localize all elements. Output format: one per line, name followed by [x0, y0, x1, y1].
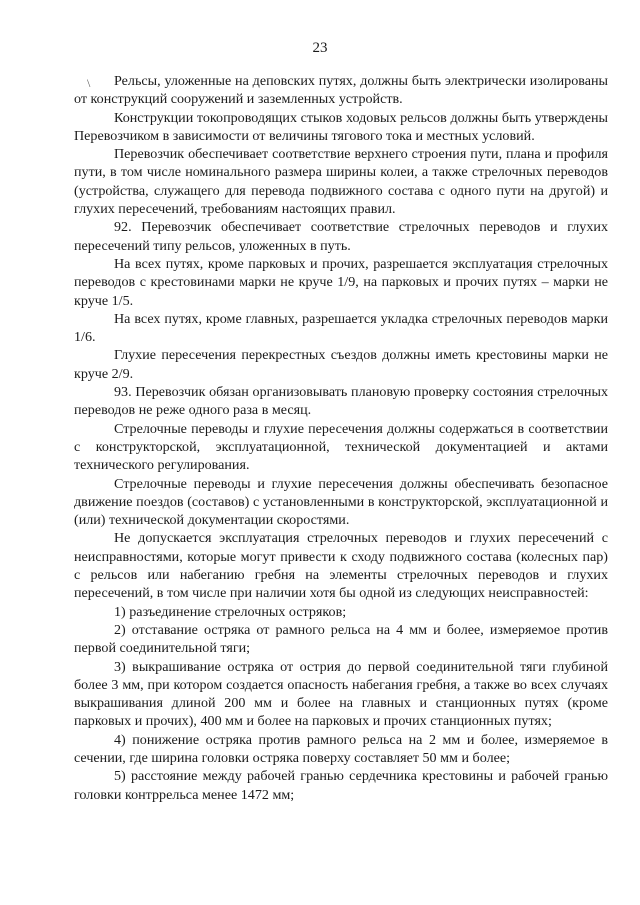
paragraph: Глухие пересечения перекрестных съездов должны иметь крестовины марки не круче 2/9. [74, 347, 608, 382]
paragraph: Стрелочные переводы и глухие пересечения должны обеспечивать безопасное движение поездов (составов) с установленными в конструкторской, эксплуатационной и (или) технической документации скоростями. [74, 475, 608, 529]
paragraph: На всех путях, кроме парковых и прочих, разрешается эксплуатация стрелочных переводов с крестовинами марки не круче 1/9, на парковых и прочих путях – марки не круче 1/5. [74, 255, 608, 309]
scan-mark: \ [87, 76, 91, 90]
paragraph-93: 93. Перевозчик обязан организовывать плановую проверку состояния стрелочных переводов не реже одного раза в месяц. [74, 384, 608, 419]
list-item-5: 5) расстояние между рабочей гранью сердечника крестовины и рабочей гранью головки контррельса менее 1472 мм; [74, 768, 608, 803]
paragraph-92: 92. Перевозчик обеспечивает соответствие стрелочных переводов и глухих пересечений типу рельсов, уложенных в путь. [74, 219, 608, 254]
page-number: 23 [312, 40, 328, 56]
list-item-4: 4) понижение остряка против рамного рельса на 2 мм и более, измеряемое в сечении, где ширина головки остряка поверху составляет 50 мм и более; [74, 731, 608, 766]
paragraph: Перевозчик обеспечивает соответствие верхнего строения пути, плана и профиля пути, в том числе номинального размера ширины колеи, а также стрелочных переводов (устройства, служащего для перевода подвижного состава с одного пути на другой) и глухих пересечений, требованиям настоящих правил. [74, 146, 608, 218]
document-body [74, 72, 608, 804]
list-item-3: 3) выкрашивание остряка от острия до первой соединительной тяги глубиной более 3 мм, при котором создается опасность набегания гребня, а также во всех случаях выкрашивания длиной 200 мм и более на главных и станционных путях (кроме парковых и прочих), 400 мм и более на парковых и прочих станционных путях; [74, 658, 608, 730]
paragraph: Конструкции токопроводящих стыков ходовых рельсов должны быть утверждены Перевозчиком в зависимости от величины тягового тока и местных условий. [74, 109, 608, 144]
list-item-2: 2) отставание остряка от рамного рельса на 4 мм и более, измеряемое против первой соединительной тяги; [74, 621, 608, 657]
paragraph: Рельсы, уложенные на деповских путях, должны быть электрически изолированы от конструкций сооружений и заземленных устройств. [74, 73, 608, 108]
list-item-1: 1) разъединение стрелочных остряков; [114, 603, 347, 620]
paragraph: На всех путях, кроме главных, разрешается укладка стрелочных переводов марки 1/6. [74, 310, 608, 346]
paragraph: Стрелочные переводы и глухие пересечения должны содержаться в соответствии с конструкторской, эксплуатационной, технической документацией и актами технического регулирования. [74, 420, 608, 474]
paragraph: Не допускается эксплуатация стрелочных переводов и глухих пересечений с неисправностями, которые могут привести к сходу подвижного состава (колесных пар) с рельсов или набеганию гребня на элементы стрелочных переводов и глухих пересечений, в том числе при наличии хотя бы одной из следующих неисправностей: [74, 530, 608, 602]
